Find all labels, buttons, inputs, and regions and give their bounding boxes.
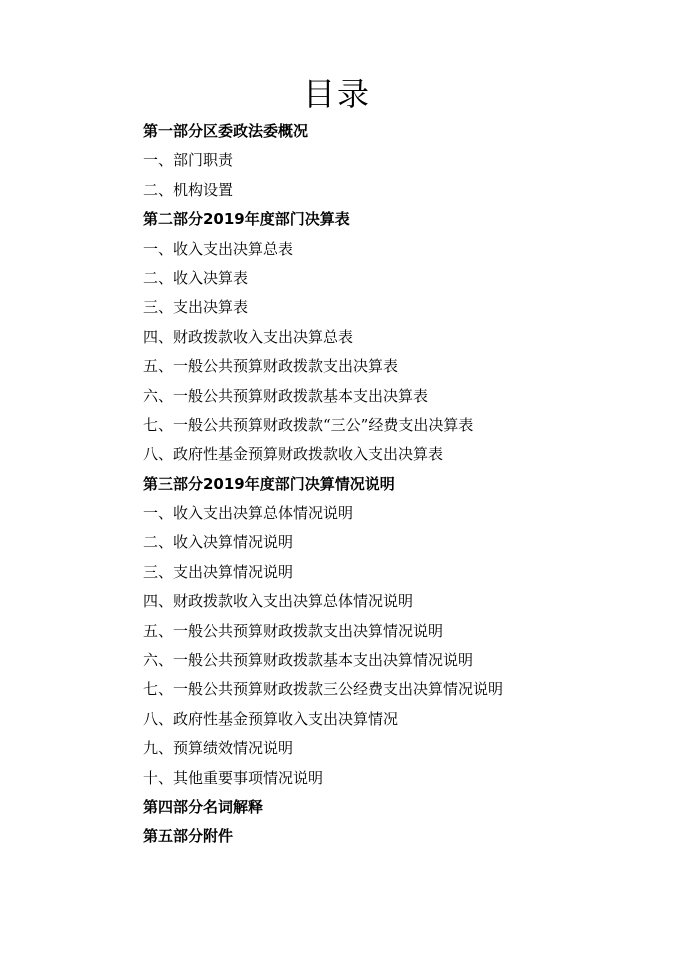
toc-item: 一、部门职责 [143, 151, 234, 170]
toc-item: 四、财政拨款收入支出决算总体情况说明 [143, 592, 414, 611]
toc-item: 七、一般公共预算财政拨款“三公”经费支出决算表 [143, 415, 474, 434]
toc-item: 一、收入支出决算总体情况说明 [143, 504, 354, 523]
toc-part-heading: 第一部分区委政法委概况 [143, 122, 309, 140]
toc-item: 六、一般公共预算财政拨款基本支出决算情况说明 [143, 651, 474, 670]
toc-part-heading: 第四部分名词解释 [143, 797, 264, 816]
toc-item: 十、其他重要事项情况说明 [143, 768, 324, 787]
toc-item: 一、收入支出决算总表 [143, 239, 294, 258]
toc-item: 三、支出决算表 [143, 298, 249, 317]
toc-item: 八、政府性基金预算财政拨款收入支出决算表 [143, 445, 444, 464]
toc-part-heading: 第五部分附件 [143, 827, 234, 846]
toc-part-heading: 第三部分2019年度部门决算情况说明 [143, 474, 395, 493]
table-of-contents [143, 117, 503, 852]
document-title: 目录 [302, 75, 371, 113]
toc-item: 三、支出决算情况说明 [143, 562, 294, 581]
toc-item: 二、收入决算情况说明 [143, 533, 294, 552]
toc-item: 五、一般公共预算财政拨款支出决算表 [143, 357, 399, 376]
toc-item: 四、财政拨款收入支出决算总表 [143, 327, 354, 346]
toc-item: 七、一般公共预算财政拨款三公经费支出决算情况说明 [143, 680, 504, 699]
toc-part-heading: 第二部分2019年度部门决算表 [143, 210, 350, 229]
toc-item: 二、收入决算表 [143, 268, 249, 287]
toc-item: 九、预算绩效情况说明 [143, 739, 294, 758]
toc-item: 八、政府性基金预算收入支出决算情况 [143, 709, 399, 728]
toc-item: 六、一般公共预算财政拨款基本支出决算表 [143, 386, 429, 405]
toc-item: 二、机构设置 [143, 180, 234, 199]
toc-item: 五、一般公共预算财政拨款支出决算情况说明 [143, 621, 444, 640]
